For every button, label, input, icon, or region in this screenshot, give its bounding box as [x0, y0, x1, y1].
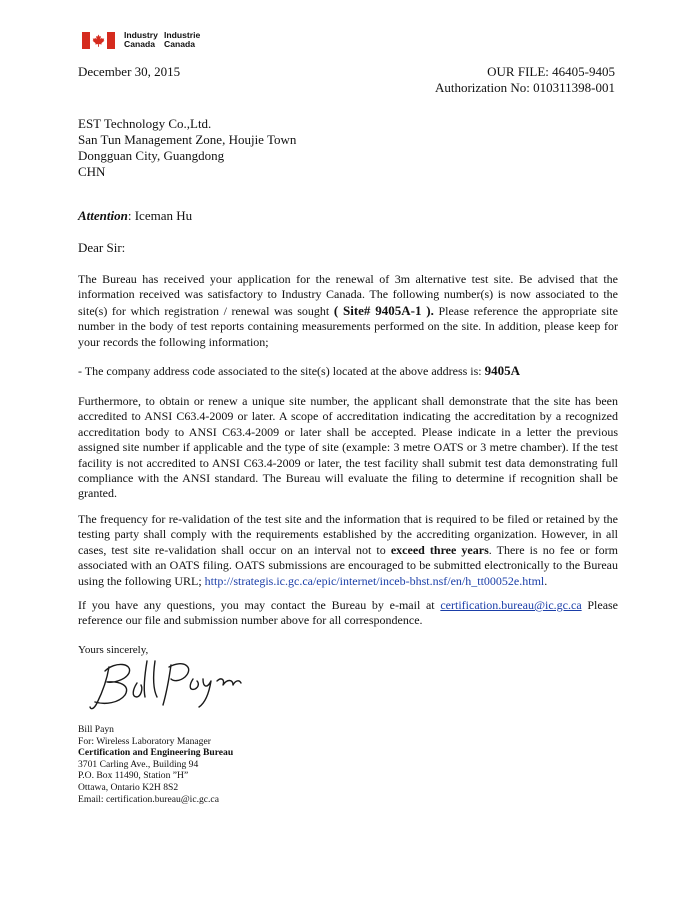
paragraph-contact [78, 598, 618, 629]
recipient-company: EST Technology Co.,Ltd. [78, 116, 212, 131]
signatory-title: For: Wireless Laboratory Manager [78, 735, 211, 747]
salutation: Dear Sir: [78, 240, 126, 255]
recipient-street: San Tun Management Zone, Houjie Town [78, 132, 297, 147]
p2-text: - The company address code associated to the site(s) located at the above address is: [78, 364, 485, 378]
p1-text-a: The Bureau has received your application for the renewal of 3m alternative test site. Be advised that the information received was satisfactory to Industry Canada. The following number(s) is now associated to the site(s) for which registration / renewal was sought [78, 272, 618, 318]
attention-name: : Iceman Hu [127, 208, 193, 223]
address-code: 9405A [484, 363, 521, 378]
bureau-email-link[interactable]: certification.bureau@ic.gc.ca [440, 598, 582, 612]
p4-text-b: . There is no fee or form associated with an OATS filing. OATS submissions are encouraged to be submitted electronically to the Bureau using the following URL; [78, 542, 618, 588]
canada-flag-icon [82, 32, 115, 49]
paragraph-accreditation: Furthermore, to obtain or renew a unique site number, the applicant shall demonstrate that the site has been accredited to ANSI C63.4-2009 or later. A scope of accreditation indicating the accreditation by a recognized accreditation body to ANSI C63.4-2009 or later shall be accepted. Please indicate in a letter the previous assigned site number if applicable and the type of site (example: 3 metre OATS or 3 metre chamber). If the test facility is not accredited to ANSI C63.4-2009 or later, the test facility shall submit test data demonstrating full compliance with the ANSI standard. The Bureau will evaluate the filing to determine if recognition shall be granted. [78, 394, 618, 501]
industry-canada-logo [82, 30, 201, 50]
p5-text-b: Please reference our file and submission number above for all correspondence. [78, 598, 619, 628]
org-name-english [124, 31, 158, 49]
attention-label: Attention [78, 208, 128, 223]
recipient-address [78, 116, 296, 180]
handwritten-signature [85, 655, 245, 715]
recipient-city: Dongguan City, Guangdong [78, 148, 225, 163]
org-en-line1: Industry [124, 30, 158, 40]
signature-block [78, 724, 233, 805]
org-name-french [164, 31, 200, 49]
attention-line [78, 208, 192, 224]
p5-text-a: If you have any questions, you may contact the Bureau by e-mail at [78, 598, 441, 612]
org-fr-line1: Industrie [164, 30, 201, 40]
signatory-unit: Certification and Engineering Bureau [78, 747, 234, 759]
closing: Yours sincerely, [78, 644, 149, 656]
our-file-number: OUR FILE: 46405-9405 [487, 64, 615, 79]
authorization-number: Authorization No: 010311398-001 [434, 80, 615, 95]
submission-url-link[interactable]: http://strategis.ic.gc.ca/epic/internet/inceb-bhst.nsf/en/h_tt00052e.html [204, 573, 545, 588]
p4-text-c: . [544, 573, 548, 588]
org-en-line2: Canada [124, 39, 156, 49]
org-fr-line2: Canada [164, 39, 196, 49]
signatory-address-1: 3701 Carling Ave., Building 94 [78, 758, 199, 770]
p4-text-a: The frequency for re-validation of the test site and the information that is required to be filed or retained by the testing party shall comply with the requirements established by the accrediting organization. However, in all cases, test site re-validation shall occur on an interval not to [78, 512, 618, 557]
signatory-address-2: P.O. Box 11490, Station ”H” [78, 770, 189, 782]
paragraph-address-code [78, 363, 618, 379]
p1-text-b: Please reference the appropriate site number in the body of test reports containing measurements performed on the site. In addition, please keep for your records the following information; [78, 303, 618, 349]
signatory-email: Email: certification.bureau@ic.gc.ca [78, 793, 219, 805]
recipient-country: CHN [78, 164, 106, 179]
site-number: ( Site# 9405A-1 ). [333, 302, 434, 318]
paragraph-renewal [78, 272, 618, 350]
signatory-name: Bill Payn [78, 724, 114, 735]
paragraph-revalidation [78, 512, 618, 589]
signatory-address-3: Ottawa, Ontario K2H 8S2 [78, 781, 179, 793]
letter-date: December 30, 2015 [78, 64, 181, 79]
p4-emphasis: exceed three years [390, 542, 489, 557]
